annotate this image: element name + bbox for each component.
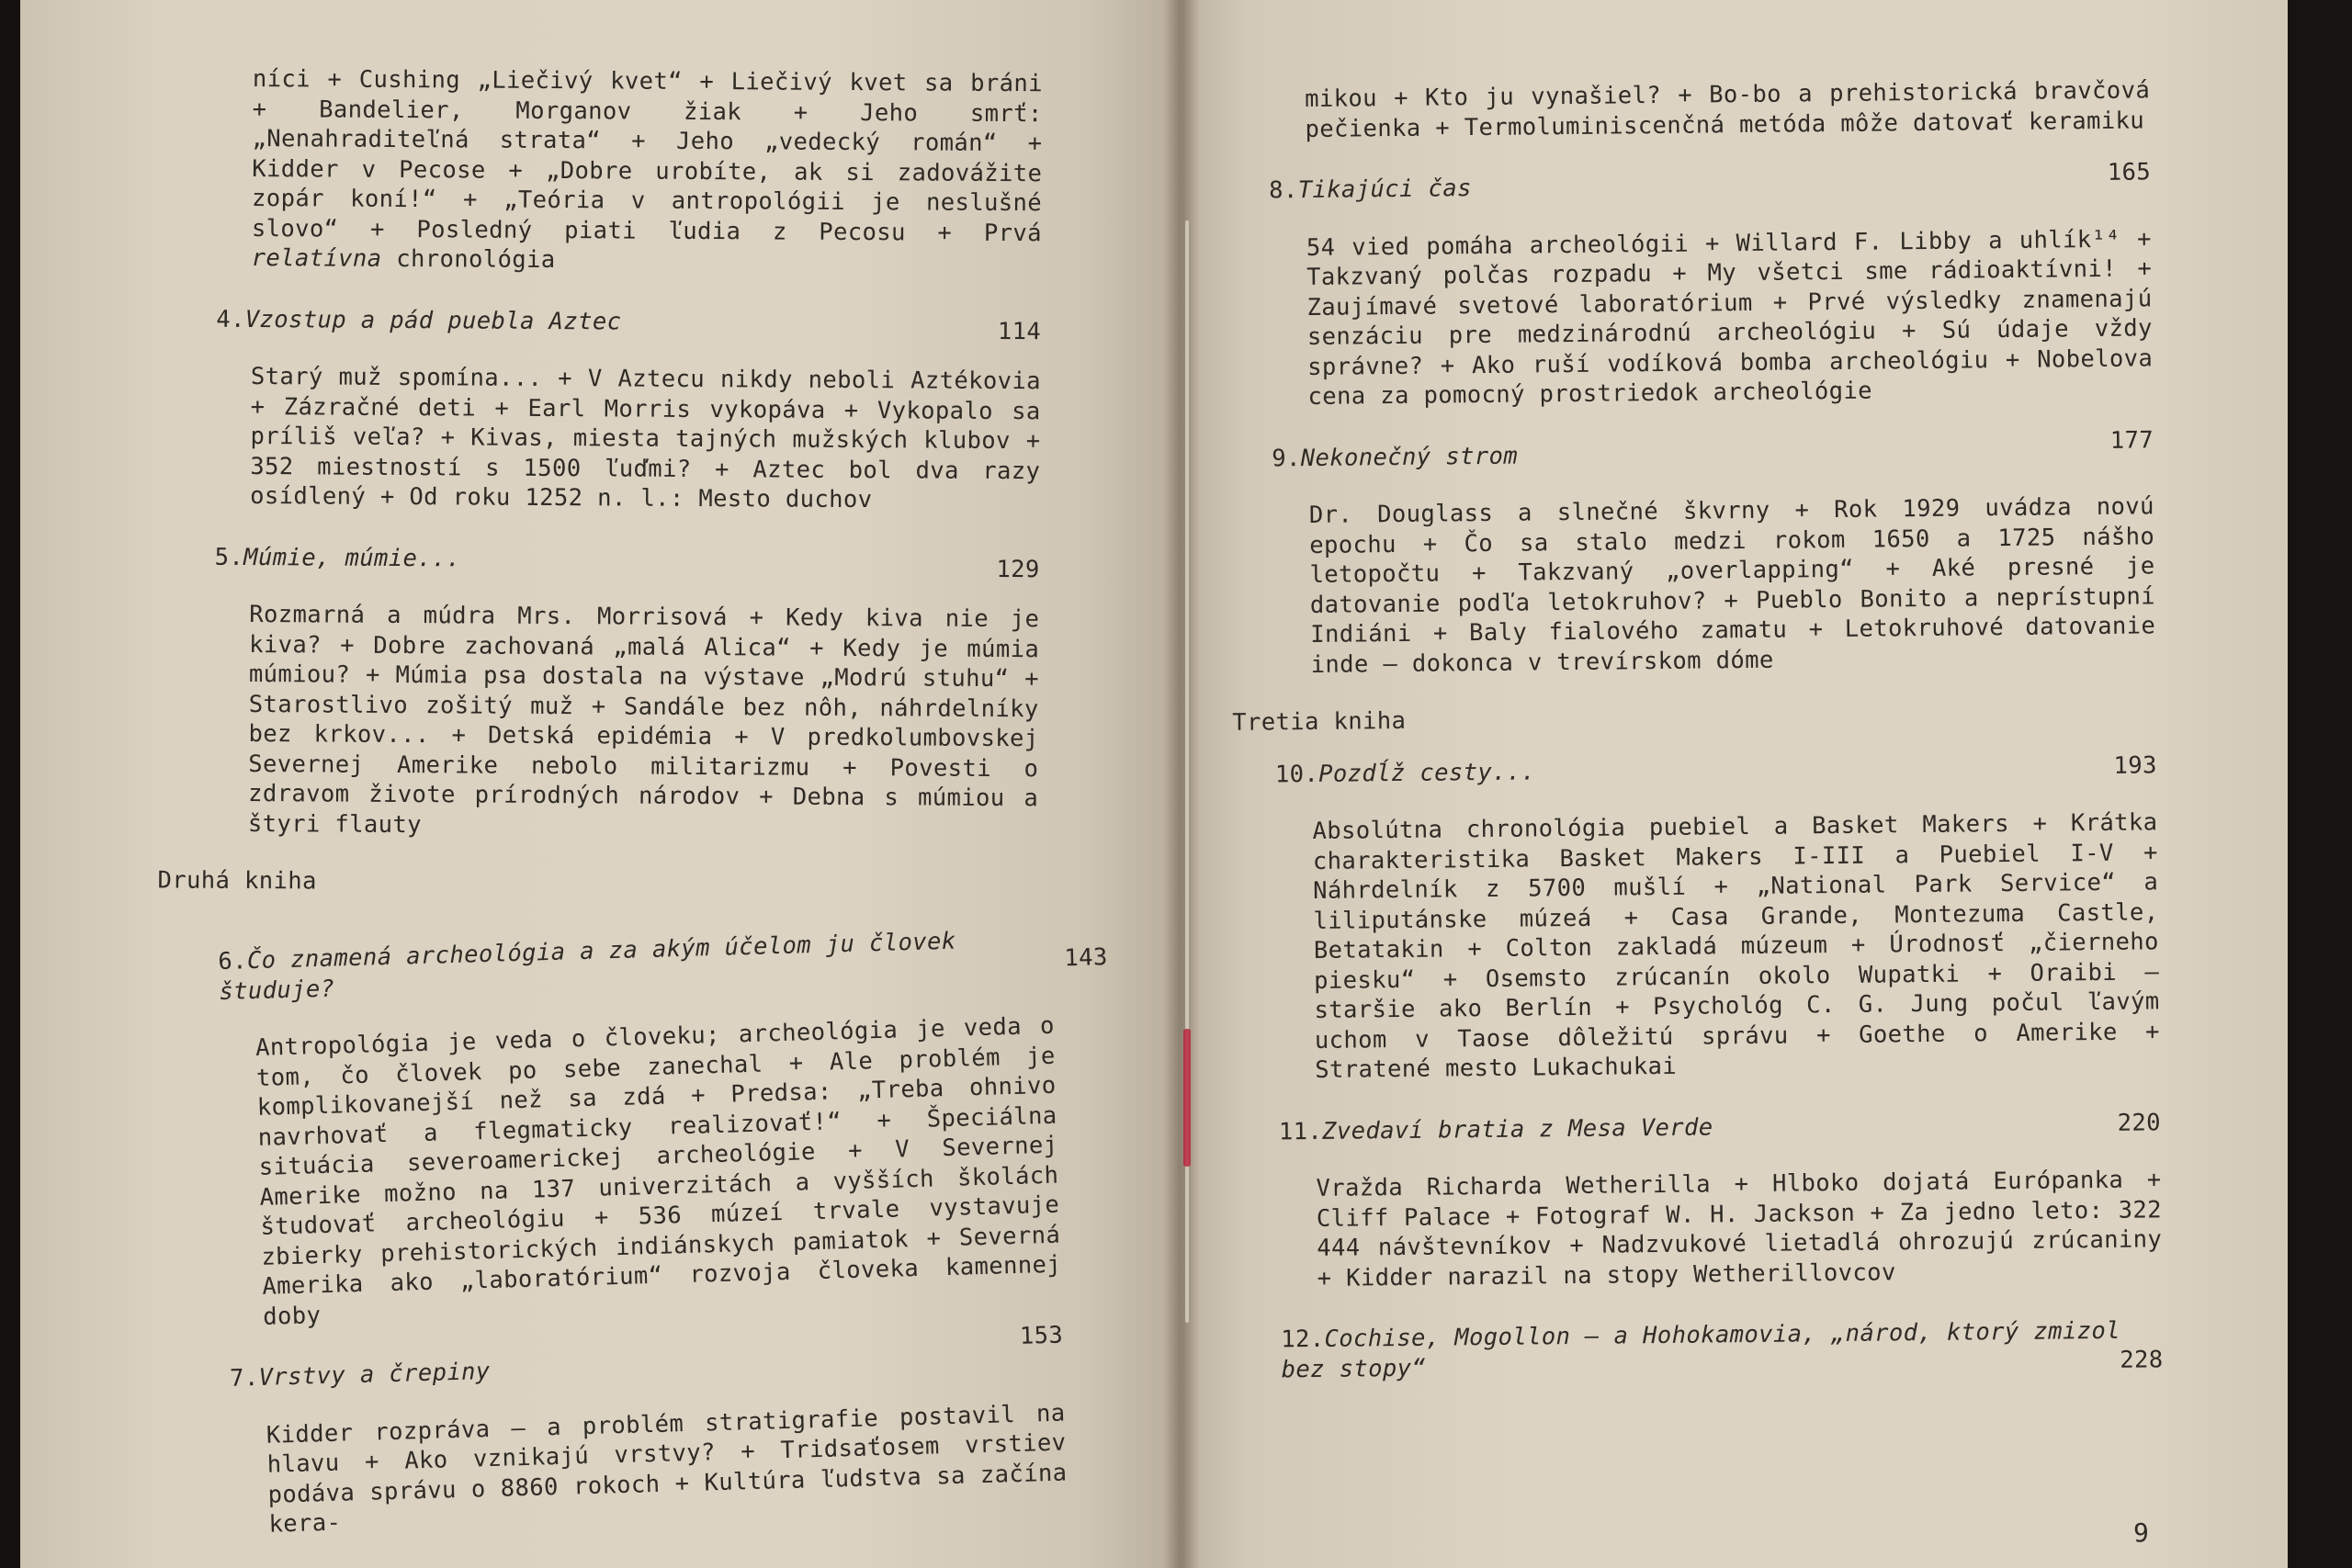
chapter-page-number: 177 — [2109, 425, 2154, 455]
chapter-summary: Vražda Richarda Wetherilla + Hlboko dojatá Európanka + Cliff Palace + Fotograf W. H. Jackson + Za jedno leto: 322 444 návštevníkov + Nadzvukové lietadlá ohrozujú zrúcaniny + Kidder narazil na stopy Wetherillovcov — [1316, 1166, 2163, 1292]
intro-emphasis: relatívna — [251, 243, 382, 273]
toc-entry-7[interactable] — [229, 1321, 1065, 1393]
section-heading-book-3: Tretia kniha — [1232, 706, 1407, 737]
toc-entry-5[interactable] — [214, 542, 1040, 583]
chapter-page-number: 143 — [1064, 943, 1109, 973]
section-heading-book-2: Druhá kniha — [157, 866, 317, 896]
toc-entry-8[interactable] — [1269, 158, 2152, 205]
chapter-page-number: 114 — [997, 317, 1042, 345]
chapter-page-number: 193 — [2113, 750, 2157, 780]
chapter-summary: Kidder rozpráva — a problém stratigrafie postavil na hlavu + Ako vznikajú vrstvy? + Tridsaťosem vrstiev podáva správu o 8860 rokoch + Kultúra ľudstva sa začína kera- — [266, 1399, 1068, 1539]
chapter-summary: 54 vied pomáha archeológii + Willard F. Libby a uhlík¹⁴ + Takzvaný polčas rozpadu + My všetci sme rádioaktívni! + Zaujímavé svetové laboratórium + Prvé výsledky znamenajú senzáciu pre medzinárodnú archeológiu + Sú údaje vždy správne? + Ako ruší vodíková bomba archeológiu + Nobelova cena za pomocný prostriedok archeológie — [1306, 224, 2154, 411]
chapter-page-number: 165 — [2107, 158, 2152, 186]
toc-entry-11[interactable] — [1278, 1108, 2162, 1146]
toc-entry-9[interactable] — [1272, 425, 2154, 473]
toc-intro-text-left — [252, 64, 1043, 278]
page-number: 9 — [2133, 1517, 2149, 1548]
chapter-title: Zvedaví bratia z Mesa Verde — [1322, 1112, 1713, 1145]
chapter-page-number: 228 — [2120, 1346, 2164, 1374]
chapter-number: 6. — [218, 947, 248, 976]
chapter-number: 10. — [1274, 760, 1319, 788]
chapter-title: Pozdĺž cesty... — [1317, 757, 1536, 788]
book-gutter — [1163, 0, 1200, 1568]
toc-entry-10[interactable] — [1274, 750, 2157, 789]
left-column-upper — [157, 64, 1043, 901]
chapter-title: Čo znamená archeológia a za akým účelom ju človek študuje? — [218, 927, 956, 1006]
chapter-title: Vrstvy a črepiny — [258, 1357, 492, 1392]
chapter-title: Nekonečný strom — [1300, 442, 1519, 472]
chapter-number: 9. — [1272, 444, 1301, 472]
chapter-number: 7. — [229, 1364, 260, 1393]
right-column — [1232, 75, 2164, 1412]
chapter-title: Vzostup a pád puebla Aztec — [244, 305, 622, 335]
chapter-number: 12. — [1281, 1325, 1325, 1354]
background-right — [2288, 0, 2352, 1568]
chapter-page-number: 153 — [1019, 1321, 1064, 1350]
chapter-summary: Absolútna chronológia puebiel a Basket Makers + Krátka charakteristika Basket Makers I-III a Puebiel I-V + Náhrdelník z 5700 mušlí + „National Park Service“ a liliputánske múzeá + Casa Grande, Montezuma Castle, Betatakin + Colton zakladá múzeum + Úrodnosť „čierneho piesku“ + Osemsto zrúcanín okolo Wupatki + Oraibi — staršie ako Berlín + Psychológ C. G. Jung počul ľavým uchom v Taose dôležitú správu + Goethe o Amerike + Stratené mesto Lukachukai — [1312, 808, 2161, 1084]
chapter-page-number: 129 — [996, 555, 1040, 583]
chapter-number: 8. — [1269, 176, 1298, 205]
intro-text: níci + Cushing „Liečivý kvet“ + Liečivý kvet sa bráni + Bandelier, Morganov žiak + Jeho smrť: „Nenahraditeľná strata“ + Jeho „vedecký román“ + Kidder v Pecose + „Dobre urobíte, ak si zadovážite zopár koní!“ + „Teória v antropológii je neslušné slovo“ + Posledný piati ľudia z Pecosu + Prvá — [251, 64, 1043, 247]
chapter-summary: Antropológia je veda o človeku; archeológia je veda o tom, čo človek po sebe zanechal + Ale problém je komplikovanejší než sa zdá + Predsa: „Treba ohnivo navrhovať a flegmaticky realizovať!“ + Špeciálna situácia severoamerickej archeológie + V Severnej Amerike možno na 137 univerzitách a vyšších školách študovať archeológiu + 536 múzeí trvale vystavuje zbierky prehistorických indiánskych pamiatok + Severná Amerika ako „laboratórium“ rozvoja človeka kamennej doby — [254, 1011, 1062, 1331]
chapter-summary: Rozmarná a múdra Mrs. Morrisová + Kedy kiva nie je kiva? + Dobre zachovaná „malá Alica“ + Kedy je múmia múmiou? + Múmia psa dostala na výstave „Modrú stuhu“ + Starostlivo zošitý muž + Sandále bez nôh, náhrdelníky bez krkov... + Detská epidémia + V predkolumbovskej Severnej Amerike nebolo militarizmu + Povesti o zdravom živote prírodných národov + Debna s múmiou a štyri flauty — [247, 600, 1040, 839]
chapter-title: Múmie, múmie... — [243, 543, 461, 572]
toc-entry-4[interactable] — [216, 304, 1042, 345]
bookmark-ribbon — [1183, 1029, 1191, 1167]
left-column-lower — [218, 924, 1109, 1540]
intro-tail: chronológia — [396, 244, 556, 275]
chapter-number: 5. — [214, 543, 244, 571]
chapter-title: Cochise, Mogollon — a Hohokamovia, „národ, ktorý zmizol bez stopy“ — [1281, 1316, 2121, 1383]
chapter-number: 11. — [1278, 1117, 1323, 1145]
toc-entry-12[interactable] — [1281, 1315, 2164, 1384]
chapter-summary: Starý muž spomína... + V Aztecu nikdy neboli Aztékovia + Zázračné deti + Earl Morris vykopáva + Vykopalo sa príliš veľa? + Kivas, miesta tajných mužských klubov + 352 miestností s 1500 ľuďmi? + Aztec bol dva razy osídlený + Od roku 1252 n. l.: Mesto duchov — [250, 362, 1041, 514]
toc-intro-text-right: mikou + Kto ju vynašiel? + Bo-bo a prehistorická bravčová pečienka + Termoluminiscenčná metóda môže datovať keramiku — [1305, 76, 2151, 143]
chapter-summary: Dr. Douglass a slnečné škvrny + Rok 1929 uvádza novú epochu + Čo sa stalo medzi rokom 1650 a 1725 nášho letopočtu + Takzvaný „overlapping“ + Aké presné je datovanie podľa letokruhov? + Pueblo Bonito a neprístupní Indiáni + Baly fialového zamatu + Letokruhové datovanie inde — dokonca v trevírskom dóme — [1308, 492, 2156, 679]
chapter-title: Tikajúci čas — [1297, 175, 1472, 205]
background-left — [0, 0, 22, 1568]
chapter-number: 4. — [216, 305, 245, 333]
chapter-page-number: 220 — [2117, 1108, 2162, 1137]
